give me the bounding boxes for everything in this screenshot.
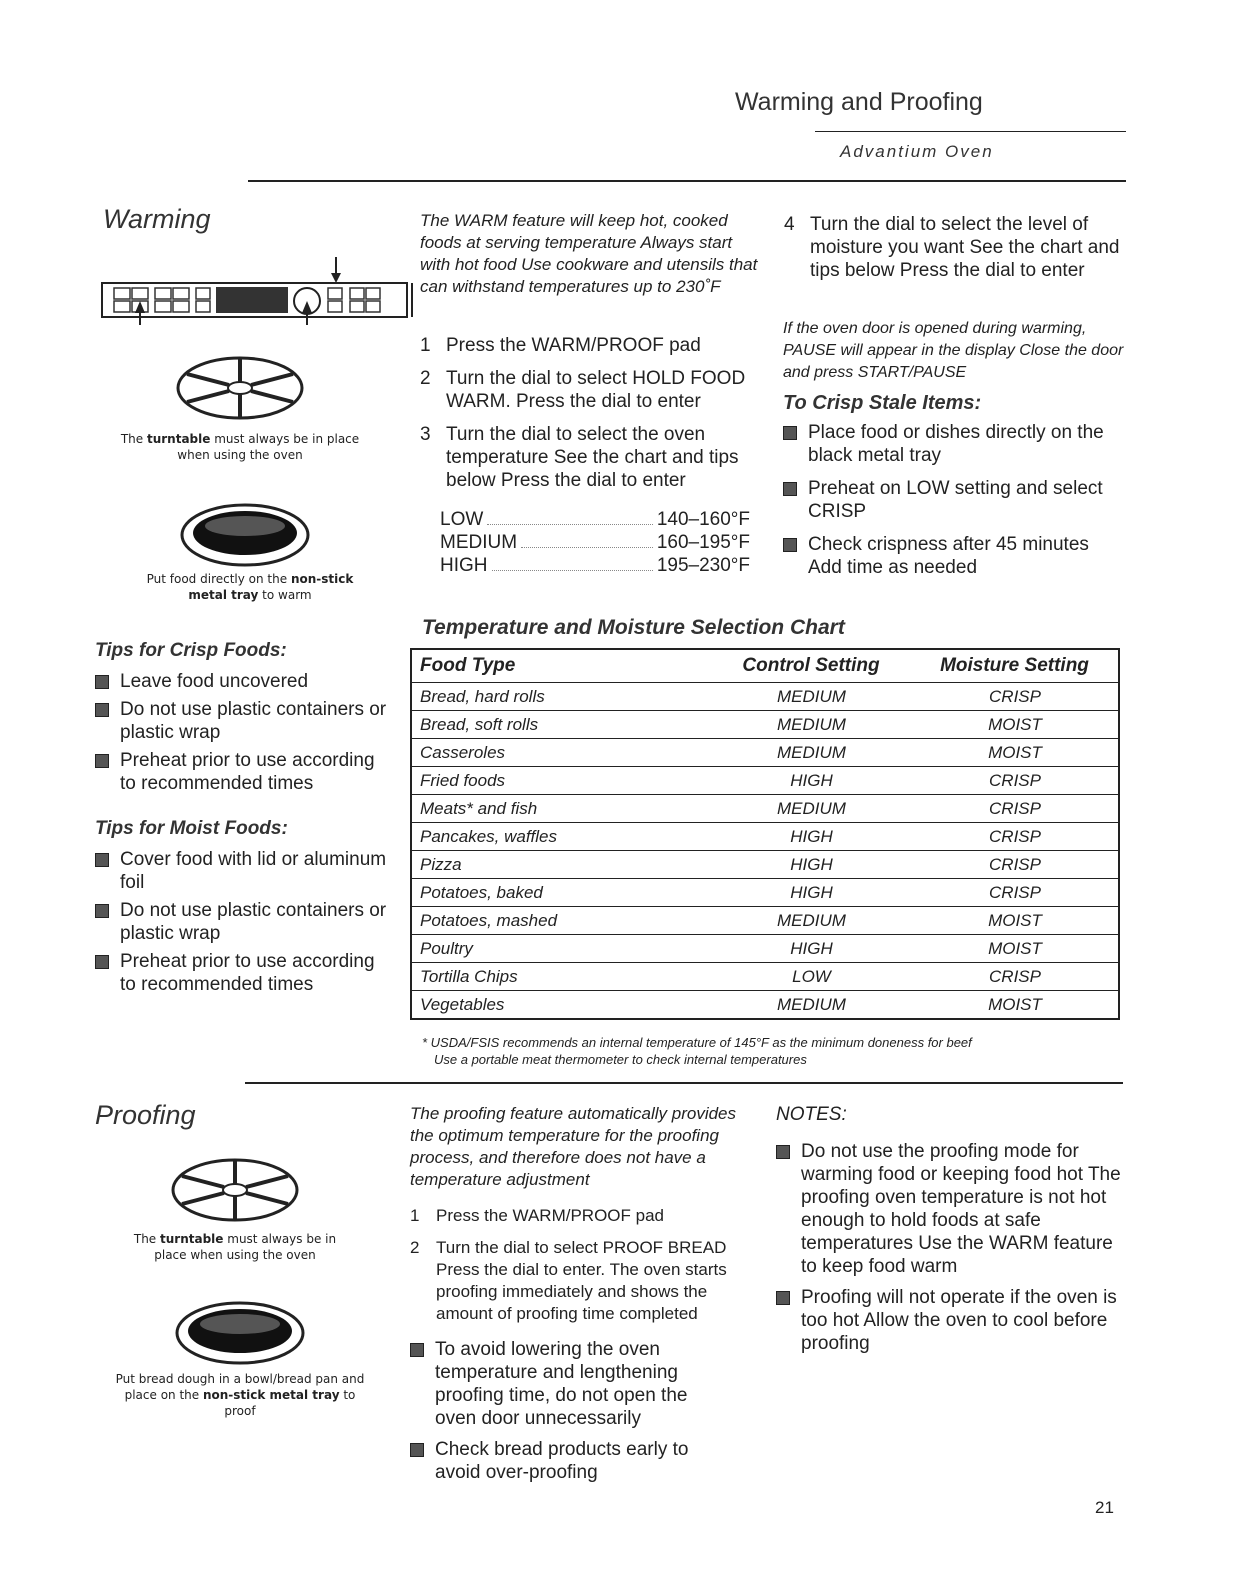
col-header-moisture: Moisture Setting <box>940 655 1089 676</box>
header-rule <box>815 131 1126 132</box>
table-row <box>412 795 1118 823</box>
col-header-control: Control Setting <box>742 655 880 676</box>
cell-control-setting: LOW <box>711 963 912 991</box>
table-row <box>412 739 1118 767</box>
chart-title: Temperature and Moisture Selection Chart <box>422 616 845 639</box>
cell-food-type: Potatoes, mashed <box>412 907 711 935</box>
temp-row-medium: MEDIUM 160–195°F <box>440 532 750 553</box>
metal-tray-icon <box>170 1298 310 1368</box>
table-row <box>412 823 1118 851</box>
temp-row-low: LOW 140–160°F <box>440 509 750 530</box>
cell-moisture-setting: CRISP <box>912 851 1118 879</box>
section-divider-proofing <box>245 1082 1123 1084</box>
cell-control-setting: HIGH <box>711 767 912 795</box>
cell-moisture-setting: MOIST <box>912 935 1118 963</box>
step-item: 1 Press the WARM/PROOF pad <box>420 335 701 356</box>
cell-control-setting: HIGH <box>711 935 912 963</box>
cell-moisture-setting: MOIST <box>912 711 1118 739</box>
cell-control-setting: MEDIUM <box>711 683 912 711</box>
warming-step-4 <box>784 213 1124 292</box>
cell-food-type: Pizza <box>412 851 711 879</box>
col-header-food-type: Food Type <box>420 655 516 676</box>
cell-control-setting: MEDIUM <box>711 991 912 1019</box>
cell-moisture-setting: MOIST <box>912 991 1118 1019</box>
temperature-list <box>440 508 750 577</box>
list-item: Do not use plastic containers or plastic wrap <box>95 899 395 945</box>
cell-control-setting: MEDIUM <box>711 795 912 823</box>
cell-control-setting: MEDIUM <box>711 739 912 767</box>
cell-food-type: Potatoes, baked <box>412 879 711 907</box>
cell-control-setting: HIGH <box>711 851 912 879</box>
control-panel-illustration <box>100 255 420 330</box>
tray-caption: Put bread dough in a bowl/bread pan and place on the non-stick metal tray to proof <box>115 1372 365 1418</box>
turntable-caption: The turntable must always be in place when using the oven <box>133 1232 337 1262</box>
chart-footnote: * USDA/FSIS recommends an internal temperature of 145°F as the minimum doneness for beef Use a portable meat thermometer to check internal temperatures <box>422 1035 972 1067</box>
step-item: 4 Turn the dial to select the level of moisture you want See the chart and tips below Press the dial to enter <box>784 214 1120 281</box>
table-row <box>412 767 1118 795</box>
list-item: Do not use plastic containers or plastic wrap <box>95 698 395 744</box>
cell-control-setting: MEDIUM <box>711 711 912 739</box>
cell-food-type: Bread, soft rolls <box>412 711 711 739</box>
temp-row-high: HIGH 195–230°F <box>440 555 750 576</box>
step-item: 2 Turn the dial to select PROOF BREAD Press the dial to enter. The oven starts proofing immediately and shows the amount of proofing time completed <box>410 1238 727 1323</box>
proofing-section-title: Proofing <box>95 1100 196 1130</box>
cell-food-type: Fried foods <box>412 767 711 795</box>
step-item: 2 Turn the dial to select HOLD FOOD WARM. Press the dial to enter <box>420 368 746 412</box>
turntable-caption: The turntable must always be in place when using the oven <box>120 432 360 462</box>
table-row <box>412 935 1118 963</box>
tips-moist-heading: Tips for Moist Foods: <box>95 818 288 839</box>
table-row <box>412 963 1118 991</box>
list-item: Preheat prior to use according to recommended times <box>95 950 395 996</box>
cell-food-type: Pancakes, waffles <box>412 823 711 851</box>
cell-moisture-setting: CRISP <box>912 767 1118 795</box>
list-item: Place food or dishes directly on the black metal tray <box>783 421 1123 467</box>
notes-heading: NOTES: <box>776 1104 847 1125</box>
page-header-subtitle: Advantium Oven <box>840 142 994 161</box>
cell-food-type: Bread, hard rolls <box>412 683 711 711</box>
cell-food-type: Tortilla Chips <box>412 963 711 991</box>
cell-moisture-setting: CRISP <box>912 963 1118 991</box>
cell-control-setting: HIGH <box>711 879 912 907</box>
cell-food-type: Vegetables <box>412 991 711 1019</box>
list-item: Proofing will not operate if the oven is too hot Allow the oven to cool before proofing <box>776 1286 1121 1355</box>
page-number: 21 <box>1095 1498 1114 1517</box>
list-item: Check crispness after 45 minutes Add time as needed <box>783 533 1123 579</box>
table-row <box>412 851 1118 879</box>
warming-steps <box>420 334 760 502</box>
notes-list <box>776 1140 1121 1360</box>
tray-caption: Put food directly on the non-stick metal tray to warm <box>146 572 354 602</box>
cell-moisture-setting: CRISP <box>912 879 1118 907</box>
cell-food-type: Casseroles <box>412 739 711 767</box>
door-note: If the oven door is opened during warming, PAUSE will appear in the display Close the door and press START/PAUSE <box>783 320 1124 381</box>
warming-section-title: Warming <box>103 204 211 234</box>
cell-control-setting: HIGH <box>711 823 912 851</box>
list-item: Cover food with lid or aluminum foil <box>95 848 395 894</box>
table-row <box>412 991 1118 1019</box>
list-item: Leave food uncovered <box>95 670 395 693</box>
step-item: 3 Turn the dial to select the oven temperature See the chart and tips below Press the dial to enter <box>420 424 739 491</box>
table-row <box>412 683 1118 711</box>
list-item: To avoid lowering the oven temperature and lengthening proofing time, do not open the oven door unnecessarily <box>410 1338 730 1430</box>
list-item: Preheat on LOW setting and select CRISP <box>783 477 1123 523</box>
turntable-icon <box>160 1150 310 1228</box>
page-header-title: Warming and Proofing <box>735 88 983 116</box>
proofing-bullets <box>410 1338 730 1489</box>
cell-food-type: Meats* and fish <box>412 795 711 823</box>
proofing-intro: The proofing feature automatically provides the optimum temperature for the proofing process, and therefore does not have a temperature adjustment <box>410 1104 737 1189</box>
crisp-stale-section <box>783 392 1123 584</box>
list-item: Do not use the proofing mode for warming food or keeping food hot The proofing oven temperature is not hot enough to hold foods at safe temperatures Use the WARM feature to keep food warm <box>776 1140 1121 1278</box>
turntable-icon <box>165 348 315 428</box>
metal-tray-icon <box>175 500 315 570</box>
table-row <box>412 879 1118 907</box>
tips-moist-foods <box>95 818 395 1001</box>
table-row <box>412 907 1118 935</box>
selection-chart <box>410 648 1120 1020</box>
list-item: Preheat prior to use according to recommended times <box>95 749 395 795</box>
proofing-steps <box>410 1205 740 1335</box>
cell-moisture-setting: CRISP <box>912 683 1118 711</box>
tips-crisp-heading: Tips for Crisp Foods: <box>95 640 287 661</box>
cell-control-setting: MEDIUM <box>711 907 912 935</box>
warming-intro: The WARM feature will keep hot, cooked foods at serving temperature Always start with hot food Use cookware and utensils that can withstand temperatures up to 230˚F <box>420 211 758 296</box>
cell-moisture-setting: CRISP <box>912 823 1118 851</box>
cell-moisture-setting: MOIST <box>912 907 1118 935</box>
table-row <box>412 711 1118 739</box>
cell-food-type: Poultry <box>412 935 711 963</box>
crisp-stale-heading: To Crisp Stale Items: <box>783 392 982 414</box>
tips-crisp-foods <box>95 640 395 800</box>
section-divider-top <box>248 180 1126 182</box>
list-item: Check bread products early to avoid over-proofing <box>410 1438 730 1484</box>
step-item: 1 Press the WARM/PROOF pad <box>410 1206 664 1225</box>
cell-moisture-setting: MOIST <box>912 739 1118 767</box>
cell-moisture-setting: CRISP <box>912 795 1118 823</box>
